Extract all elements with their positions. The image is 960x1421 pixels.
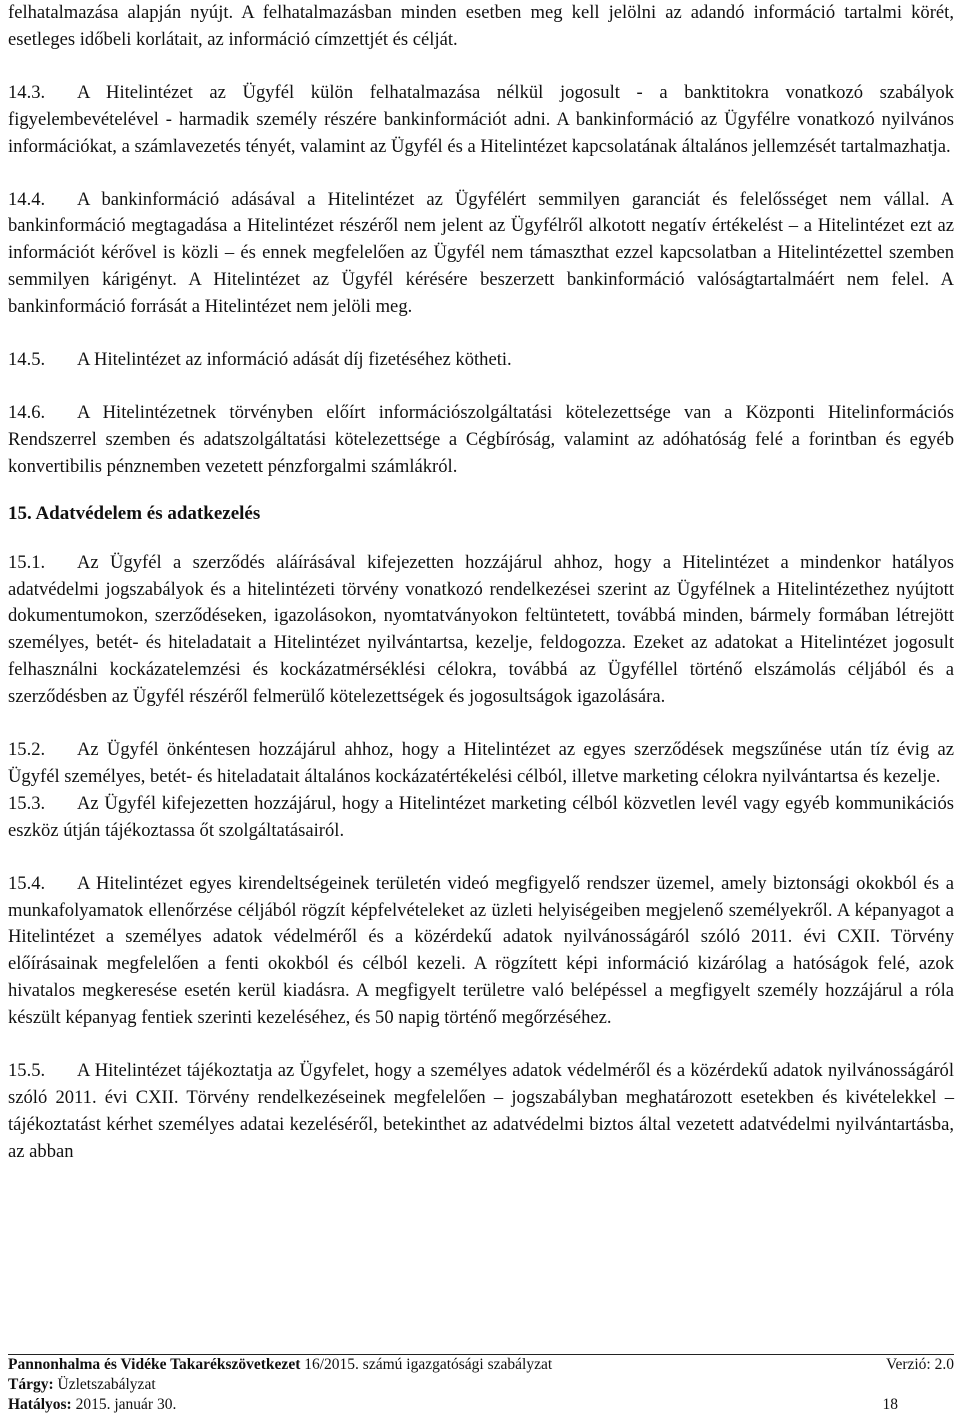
section-heading: 15. Adatvédelem és adatkezelés [8,502,261,524]
footer-row-2 [8,1375,954,1395]
paragraph-15-5: 15.5. A Hitelintézet tájékoztatja az Ügyfelet, hogy a személyes adatok védelméről és a közérdekű adatok nyilvánosságáról szóló 2011. évi CXII. Törvény rendelkezéseinek megfelelően – jogszabályban meghatározott esetekben és kivételekkel – tájékoztatást kérhet személyes adatai kezeléséről, betekinthet az adatvédelmi biztos által vezetett adatvédelmi nyilvántartásba, az abban [8,1060,954,1162]
page-number: 18 [882,1396,898,1413]
paragraph-number: 14.3. [8,81,46,103]
paragraph-14-4: 14.4. A bankinformáció adásával a Hitelintézet az Ügyfélért semmilyen garanciát és felelősséget nem vállal. A bankinformáció megtagadása a Hitelintézet részéről nem jelent az Ügyfélről alkotott negatív értékelést – a Hitelintézet ezt az információt kérővel is közli – és ennek megfelelően az Ügyfél nem támaszthat ezzel kapcsolatban a Hitelintézettel szemben semmilyen kárigényt. A Hitelintézet az Ügyfél kérésére beszerzett bankinformáció valóságtartalmáért nem felel. A bankinformáció forrását a Hitelintézet nem jelöli meg. [8,188,954,318]
paragraph-continuation: felhatalmazása alapján nyújt. A felhatalmazásban minden esetben meg kell jelölni az adandó információ tartalmi körét, esetleges időbeli korlátait, az információ címzettjét és célját. [8,2,954,50]
paragraph-number: 15.5. [8,1060,46,1082]
paragraph-number: 15.2. [8,739,46,761]
footer-row-1 [8,1355,954,1375]
footer-subject-label: Tárgy: [8,1376,54,1393]
footer-effective-label: Hatályos: [8,1396,72,1413]
paragraph-number: 15.3. [8,792,46,814]
paragraph-14-6: 14.6. A Hitelintézetnek törvényben előírt információszolgáltatási kötelezettsége van a Központi Hitelinformációs Rendszerrel szemben és adatszolgáltatási kötelezettsége a Cégbíróság, valamint az adóhatóság felé a forintban és egyéb konvertibilis pénznemben vezetett pénzforgalmi számlákról. [8,401,954,477]
paragraph-15-2: 15.2. Az Ügyfél önkéntesen hozzájárul ahhoz, hogy a Hitelintézet az egyes szerződések megszűnése után tíz évig az Ügyfél személyes, betét- és hiteladatait általános kockázatértékelési célból, illetve marketing célokra nyilvántartsa és kezelje. [8,739,954,787]
footer-version: Verzió: 2.0 [885,1356,954,1373]
footer-subject: Üzletszabályzat [53,1376,156,1393]
document-body [8,0,954,1166]
paragraph-14-5: 14.5. A Hitelintézet az információ adását díj fizetéséhez kötheti. [8,347,954,374]
paragraph-number: 14.5. [8,349,46,371]
paragraph-number: 15.4. [8,872,46,894]
paragraph-15-4: 15.4. A Hitelintézet egyes kirendeltségeinek területén videó megfigyelő rendszer üzemel, amely biztonsági okokból és a munkafolyamatok ellenőrzése céljából rögzít képfelvételeket az üzleti helyiségeiben megjelenő személyekről. A képanyagot a Hitelintézet a személyes adatok védelméről és a közérdekű adatok nyilvánosságáról szóló 2011. évi CXII. Törvény előírásainak megfelelően a fenti okokból és célból kezeli. A rögzített képi információ kizárólag a hatóságok felé, azok hivatalos megkeresése esetén kerül kiadásra. A megfigyelt területre való belépéssel a megfigyelt személy hozzájárul a róla készült képanyag fentiek szerinti kezeléséhez, és 50 napig történő megőrzéséhez. [8,872,954,1029]
footer-effective-date: 2015. január 30. [71,1396,177,1413]
paragraph-14-3: 14.3. A Hitelintézet az Ügyfél külön felhatalmazása nélkül jogosult - a banktitokra vonatkozó szabályok figyelembevételével - harmadik személy részére bankinformációt adni. A bankinformáció az Ügyfélre vonatkozó nyilvános információkat, a számlavezetés tényét, valamint az Ügyfél és a Hitelintézet kapcsolatának általános jellemzését tartalmazhatja. [8,81,954,157]
footer-row-3 [8,1395,954,1415]
paragraph-number: 15.1. [8,551,46,573]
paragraph-15-1: 15.1. Az Ügyfél a szerződés aláírásával kifejezetten hozzájárul ahhoz, hogy a Hitelintézet a mindenkor hatályos adatvédelmi jogszabályok és a hitelintézeti törvény vonatkozó rendelkezései szerint az Ügyfélnek a Hitelintézethez nyújtott dokumentumokon, szerződéseken, igazolásokon, nyomtatványokon feltüntetett, továbbá minden, bármely formában létrejött személyes, betét- és hiteladatait a Hitelintézet nyilvántartsa, kezelje, feldogozza. Ezeket az adatokat a Hitelintézet jogosult felhasználni kockázatelemzési és kockázatmérséklési célokra, továbbá az Ügyféllel történő elszámolás céljából és a szerződésben az Ügyfél részéről felmerülő kötelezettségek és jogosultságok igazolására. [8,551,954,708]
footer-effective [8,1395,176,1415]
paragraph-number: 14.6. [8,401,46,423]
footer-org: Pannonhalma és Vidéke Takarékszövetkezet [8,1356,301,1373]
paragraph-15-3: 15.3. Az Ügyfél kifejezetten hozzájárul, hogy a Hitelintézet marketing célból közvetlen levél vagy egyéb kommunikációs eszköz útján tájékoztassa őt szolgáltatásairól. [8,792,954,841]
footer-doc-number: 16/2015. számú igazgatósági szabályzat [300,1356,553,1373]
paragraph-number: 14.4. [8,188,46,210]
page-footer [8,1354,954,1415]
footer-document-id [8,1355,552,1375]
